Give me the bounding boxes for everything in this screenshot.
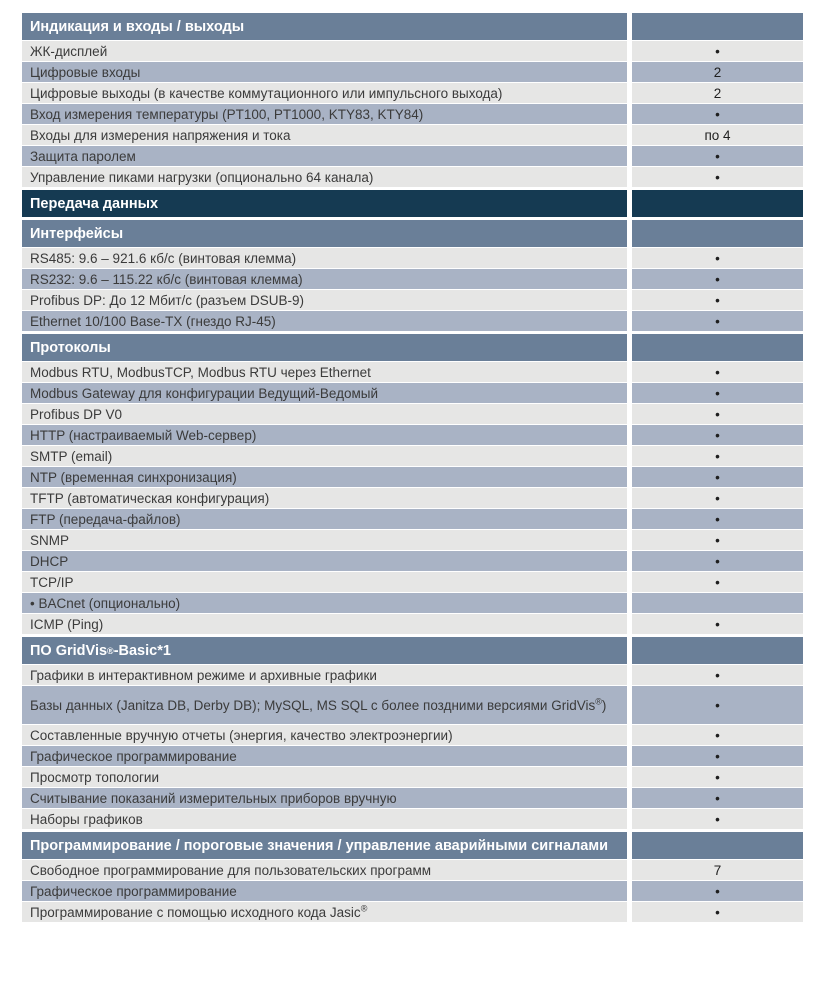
row-label: NTP (временная синхронизация) [22,467,627,487]
spec-row [22,290,803,310]
spec-row [22,572,803,592]
row-value: • [632,725,803,745]
row-value: по 4 [632,125,803,145]
spec-row [22,665,803,685]
spec-row [22,902,803,922]
spec-row [22,248,803,268]
row-value: • [632,572,803,592]
row-label: Графическое программирование [22,746,627,766]
row-label: Свободное программирование для пользовательских программ [22,860,627,880]
row-value: • [632,767,803,787]
row-label: Ethernet 10/100 Base-TX (гнездо RJ-45) [22,311,627,331]
spec-row [22,146,803,166]
section-header-value-cell [632,220,803,247]
row-value: • [632,665,803,685]
spec-row [22,488,803,508]
section [22,637,803,829]
row-label: Profibus DP V0 [22,404,627,424]
section [22,13,803,187]
row-label: Считывание показаний измерительных приборов вручную [22,788,627,808]
row-value: • [632,488,803,508]
row-value: 7 [632,860,803,880]
spec-row [22,860,803,880]
row-value: • [632,446,803,466]
row-label: RS232: 9.6 – 115.22 кб/с (винтовая клемма) [22,269,627,289]
section-title: Индикация и входы / выходы [22,13,627,40]
spec-row [22,746,803,766]
row-label: Просмотр топологии [22,767,627,787]
section-header [22,637,803,664]
row-value: • [632,746,803,766]
section [22,832,803,922]
row-value: • [632,311,803,331]
row-label: Вход измерения температуры (PT100, PT1000, KTY83, KTY84) [22,104,627,124]
row-label: Графики в интерактивном режиме и архивные графики [22,665,627,685]
row-label: SNMP [22,530,627,550]
spec-row [22,788,803,808]
spec-row [22,614,803,634]
section-header [22,334,803,361]
row-value: • [632,509,803,529]
row-value: • [632,248,803,268]
row-label: HTTP (настраиваемый Web-сервер) [22,425,627,445]
row-label: Наборы графиков [22,809,627,829]
row-label: DHCP [22,551,627,571]
row-value: • [632,383,803,403]
spec-row [22,425,803,445]
spec-row [22,125,803,145]
row-label: FTP (передача-файлов) [22,509,627,529]
row-value: • [632,425,803,445]
row-label: TFTP (автоматическая конфигурация) [22,488,627,508]
row-label: ICMP (Ping) [22,614,627,634]
spec-row [22,362,803,382]
section-header-value-cell [632,334,803,361]
row-value: • [632,881,803,901]
section [22,190,803,217]
spec-row [22,725,803,745]
row-label: Цифровые выходы (в качестве коммутационного или импульсного выхода) [22,83,627,103]
row-label: Modbus Gateway для конфигурации Ведущий-Ведомый [22,383,627,403]
section-header-value-cell [632,637,803,664]
section-header [22,832,803,859]
row-value: • [632,104,803,124]
row-label: Базы данных (Janitza DB, Derby DB); MySQL, MS SQL с более поздними версиями GridVis®) [22,686,627,724]
row-label: Защита паролем [22,146,627,166]
section-title: Интерфейсы [22,220,627,247]
spec-row [22,809,803,829]
section-header-value-cell [632,190,803,217]
section-title: Передача данных [22,190,627,217]
spec-row [22,686,803,724]
row-value: • [632,146,803,166]
section-header [22,190,803,217]
spec-row [22,167,803,187]
section-header-value-cell [632,13,803,40]
row-value: • [632,686,803,724]
row-label: • BACnet (опционально) [22,593,627,613]
spec-row [22,446,803,466]
section-title: Протоколы [22,334,627,361]
row-value [632,593,803,613]
row-label: Программирование с помощью исходного кода Jasic® [22,902,627,922]
spec-row [22,269,803,289]
spec-row [22,593,803,613]
row-value: • [632,614,803,634]
row-label: Цифровые входы [22,62,627,82]
row-label: ЖК-дисплей [22,41,627,61]
row-value: • [632,467,803,487]
row-label: Входы для измерения напряжения и тока [22,125,627,145]
section [22,220,803,331]
row-value: • [632,530,803,550]
row-value: • [632,41,803,61]
row-label: Управление пиками нагрузки (опционально 64 канала) [22,167,627,187]
spec-row [22,83,803,103]
spec-row [22,530,803,550]
spec-row [22,509,803,529]
row-label: Составленные вручную отчеты (энергия, качество электроэнергии) [22,725,627,745]
spec-row [22,467,803,487]
spec-row [22,881,803,901]
spec-table [22,13,803,922]
section-header [22,13,803,40]
spec-row [22,551,803,571]
row-value: • [632,902,803,922]
row-value: • [632,788,803,808]
spec-row [22,104,803,124]
row-value: • [632,362,803,382]
row-label: Modbus RTU, ModbusTCP, Modbus RTU через Ethernet [22,362,627,382]
section-header [22,220,803,247]
spec-row [22,311,803,331]
row-label: TCP/IP [22,572,627,592]
row-value: • [632,269,803,289]
spec-row [22,41,803,61]
section-title: Программирование / пороговые значения / управление аварийными сигналами [22,832,627,859]
row-label: Profibus DP: До 12 Мбит/с (разъем DSUB-9) [22,290,627,310]
row-value: 2 [632,62,803,82]
row-value: • [632,809,803,829]
section-title: ПО GridVis ® -Basic*1 [22,637,627,664]
row-label: SMTP (email) [22,446,627,466]
section [22,334,803,634]
row-label: RS485: 9.6 – 921.6 кб/с (винтовая клемма) [22,248,627,268]
row-value: • [632,551,803,571]
spec-row [22,62,803,82]
row-label: Графическое программирование [22,881,627,901]
spec-row [22,767,803,787]
row-value: 2 [632,83,803,103]
section-header-value-cell [632,832,803,859]
row-value: • [632,167,803,187]
row-value: • [632,290,803,310]
row-value: • [632,404,803,424]
spec-row [22,383,803,403]
spec-row [22,404,803,424]
